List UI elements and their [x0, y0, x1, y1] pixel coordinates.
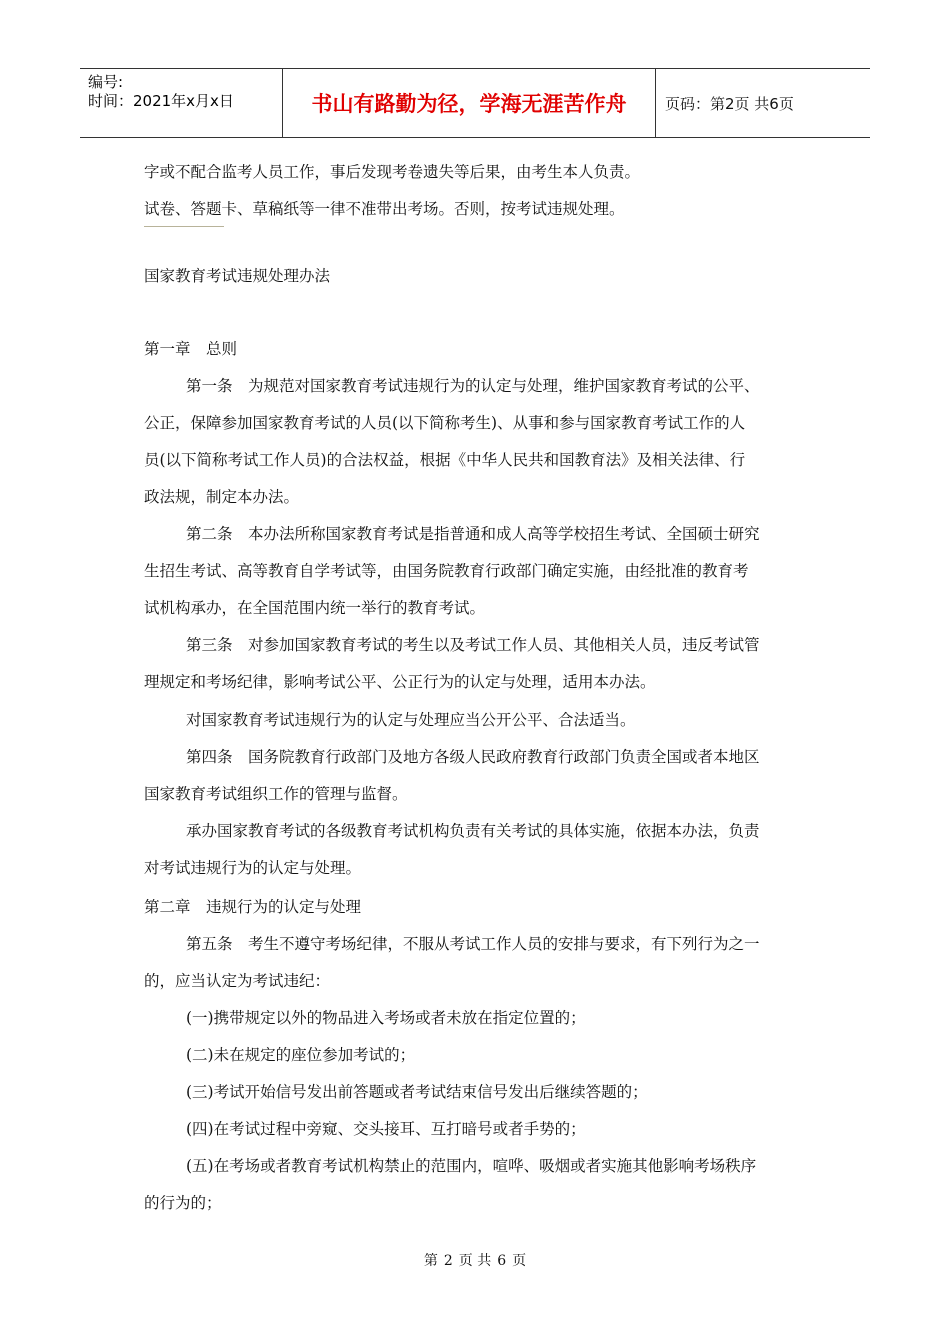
article-line: 员(以下简称考试工作人员)的合法权益，根据《中华人民共和国教育法》及相关法律、行	[144, 451, 746, 469]
header-meta	[88, 73, 234, 111]
article-line: 第四条 国务院教育行政部门及地方各级人民政府教育行政部门负责全国或者本地区	[186, 748, 760, 766]
article-line: 第三条 对参加国家教育考试的考生以及考试工作人员、其他相关人员，违反考试管	[186, 636, 760, 654]
document-code-label: 编号:	[88, 73, 124, 91]
page-header	[80, 68, 870, 138]
footer-suffix: 页	[512, 1253, 527, 1269]
footer-prefix: 第	[423, 1253, 438, 1269]
list-item: 的行为的；	[144, 1194, 222, 1212]
article-line: 公正，保障参加国家教育考试的人员(以下简称考生)、从事和参与国家教育考试工作的人	[144, 414, 746, 432]
article-line: 第五条 考生不遵守考场纪律，不服从考试工作人员的安排与要求，有下列行为之一	[186, 935, 760, 953]
article-line: 对考试违规行为的认定与处理。	[144, 859, 362, 877]
article-line: 生招生考试、高等教育自学考试等，由国务院教育行政部门确定实施，由经批准的教育考	[144, 562, 749, 580]
document-time-label: 时间：2021年x月x日	[88, 92, 234, 110]
list-item: (五)在考场或者教育考试机构禁止的范围内，喧哗、吸烟或者实施其他影响考场秩序	[186, 1157, 757, 1175]
body-line: 试卷、答题卡、草稿纸等一律不准带出考场。否则，按考试违规处理。	[144, 200, 625, 218]
list-item: (四)在考试过程中旁窥、交头接耳、互打暗号或者手势的；	[186, 1120, 586, 1138]
article-line: 理规定和考场纪律，影响考试公平、公正行为的认定与处理，适用本办法。	[144, 673, 656, 691]
article-line: 第一条 为规范对国家教育考试违规行为的认定与处理，维护国家教育考试的公平、	[186, 377, 760, 395]
article-line: 的，应当认定为考试违纪：	[144, 972, 331, 990]
list-item: (三)考试开始信号发出前答题或者考试结束信号发出后继续答题的；	[186, 1083, 648, 1101]
header-divider-right	[655, 69, 656, 137]
article-line: 试机构承办，在全国范围内统一举行的教育考试。	[144, 599, 486, 617]
list-item: (二)未在规定的座位参加考试的；	[186, 1046, 416, 1064]
footer-total-pages: 6	[497, 1253, 507, 1269]
footer-middle: 页 共	[458, 1253, 492, 1269]
list-item: (一)携带规定以外的物品进入考场或者未放在指定位置的；	[186, 1009, 586, 1027]
header-page-info: 页码：第2页 共6页	[665, 94, 794, 113]
divider-rule	[144, 226, 224, 227]
body-line: 字或不配合监考人员工作，事后发现考卷遗失等后果，由考生本人负责。	[144, 163, 641, 181]
chapter-heading: 第一章 总则	[144, 340, 238, 358]
chapter-heading: 第二章 违规行为的认定与处理	[144, 898, 362, 916]
article-line: 承办国家教育考试的各级教育考试机构负责有关考试的具体实施，依据本办法，负责	[186, 822, 760, 840]
page-footer	[0, 1250, 950, 1270]
article-line: 对国家教育考试违规行为的认定与处理应当公开公平、合法适当。	[186, 711, 636, 729]
article-line: 政法规，制定本办法。	[144, 488, 300, 506]
document-title: 国家教育考试违规处理办法	[144, 267, 331, 285]
header-motto: 书山有路勤为径，学海无涯苦作舟	[311, 92, 627, 116]
article-line: 第二条 本办法所称国家教育考试是指普通和成人高等学校招生考试、全国硕士研究	[186, 525, 760, 543]
footer-page-number: 2	[443, 1253, 453, 1269]
article-line: 国家教育考试组织工作的管理与监督。	[144, 785, 408, 803]
